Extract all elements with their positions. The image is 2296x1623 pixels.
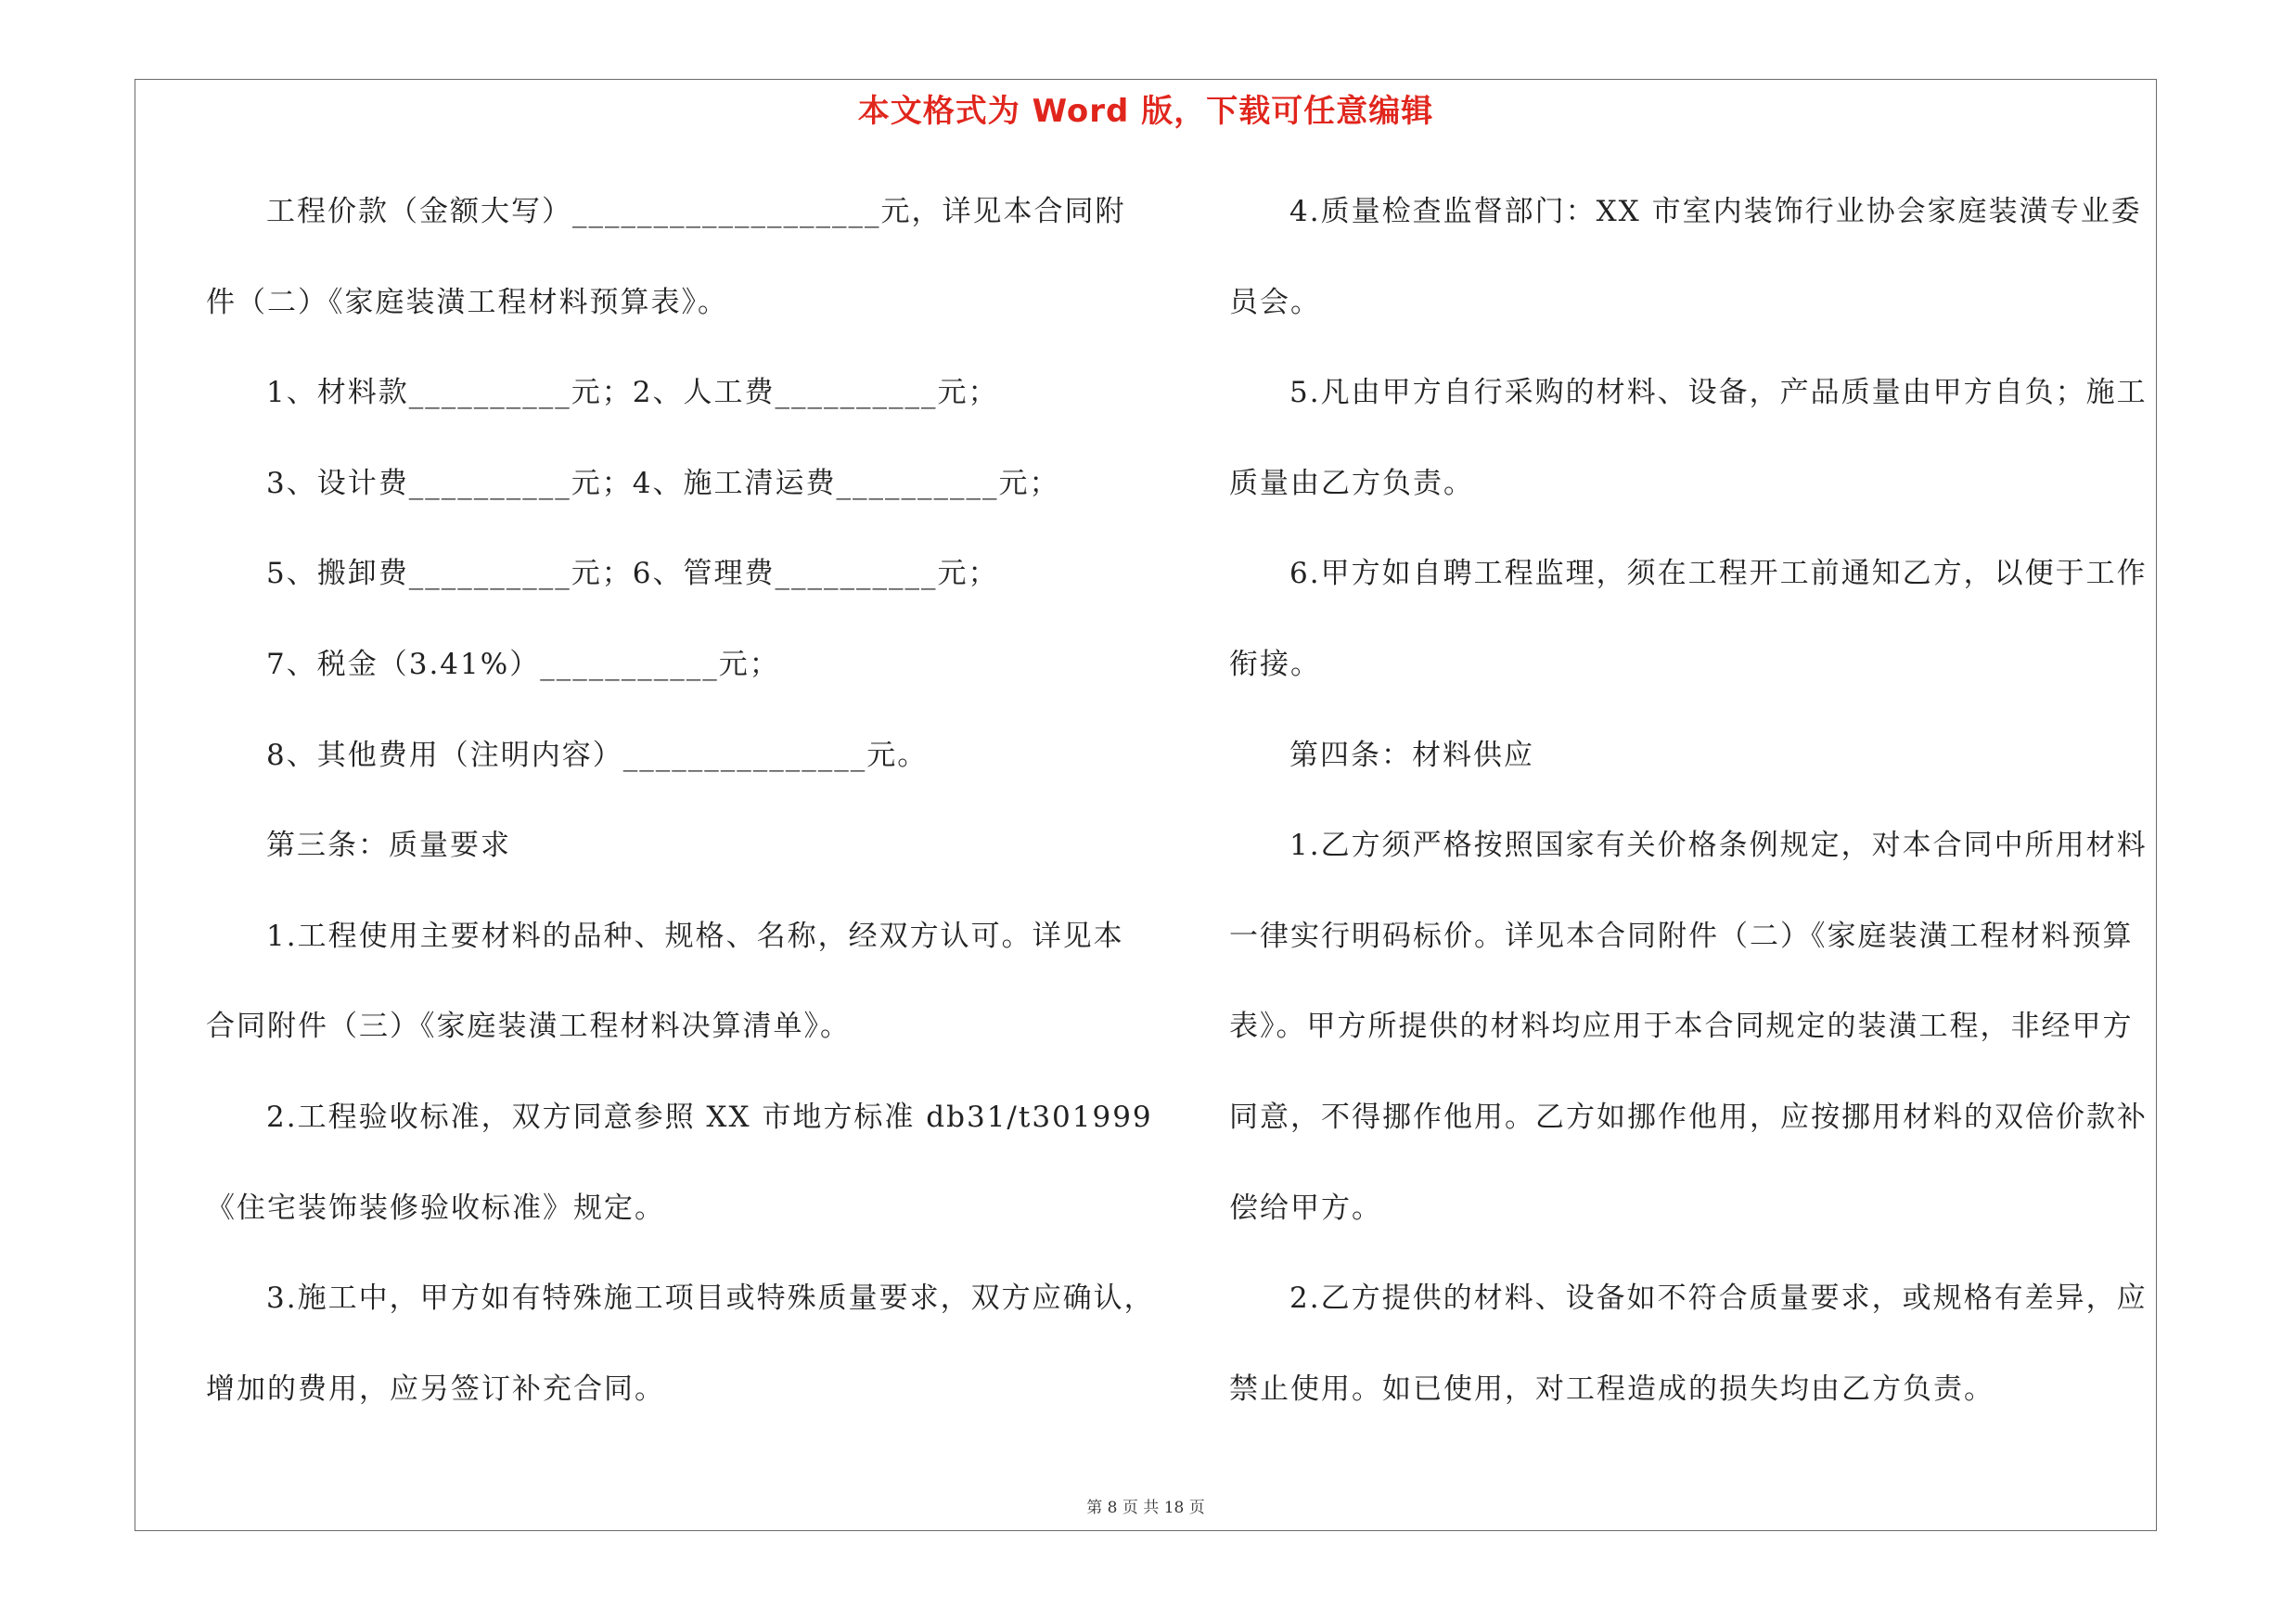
right-paragraph-line: 质量由乙方负责。 bbox=[1229, 466, 1474, 500]
left-paragraph-line: 1.工程使用主要材料的品种、规格、名称，经双方认可。详见本 bbox=[266, 919, 1124, 953]
left-paragraph-line: 7、税金（3.41%）___________元； bbox=[266, 647, 780, 681]
right-paragraph-line: 6.甲方如自聘工程监理，须在工程开工前通知乙方，以便于工作 bbox=[1289, 557, 2148, 591]
left-paragraph-line: 件（二）《家庭装潢工程材料预算表》。 bbox=[206, 285, 728, 319]
left-paragraph-line: 1、材料款__________元；2、人工费__________元； bbox=[266, 376, 999, 410]
left-column bbox=[206, 186, 1155, 1453]
right-paragraph-line: 1.乙方须严格按照国家有关价格条例规定，对本合同中所用材料 bbox=[1289, 829, 2148, 863]
right-paragraph-line: 5.凡由甲方自行采购的材料、设备，产品质量由甲方自负；施工 bbox=[1289, 376, 2148, 410]
left-paragraph-line: 增加的费用，应另签订补充合同。 bbox=[206, 1372, 665, 1406]
left-paragraph-line: 3、设计费__________元；4、施工清运费__________元； bbox=[266, 466, 1060, 500]
left-paragraph-line: 8、其他费用（注明内容）_______________元。 bbox=[266, 738, 929, 772]
section-heading: 第四条：材料供应 bbox=[1289, 738, 1534, 772]
page-footer: 第 8 页 共 18 页 bbox=[1086, 1499, 1205, 1517]
left-paragraph-line: 合同附件（三）《家庭装潢工程材料决算清单》。 bbox=[206, 1010, 851, 1044]
left-paragraph-line: 3.施工中，甲方如有特殊施工项目或特殊质量要求，双方应确认， bbox=[266, 1282, 1155, 1316]
section-heading: 第三条：质量要求 bbox=[266, 829, 511, 863]
left-paragraph-line: 2.工程验收标准，双方同意参照 XX 市地方标准 db31/t301999 bbox=[266, 1100, 1153, 1134]
left-paragraph-line: 5、搬卸费__________元；6、管理费__________元； bbox=[266, 557, 999, 591]
right-paragraph-line: 2.乙方提供的材料、设备如不符合质量要求，或规格有差异，应 bbox=[1289, 1282, 2148, 1316]
right-paragraph-line: 表》。甲方所提供的材料均应用于本合同规定的装潢工程，非经甲方 bbox=[1229, 1010, 2134, 1044]
right-column bbox=[1229, 186, 2148, 1453]
right-paragraph-line: 员会。 bbox=[1229, 285, 1321, 319]
right-paragraph-line: 禁止使用。如已使用，对工程造成的损失均由乙方负责。 bbox=[1229, 1372, 1995, 1406]
left-paragraph-line: 《住宅装饰装修验收标准》规定。 bbox=[206, 1191, 665, 1225]
right-paragraph-line: 一律实行明码标价。详见本合同附件（二）《家庭装潢工程材料预算 bbox=[1229, 919, 2134, 953]
right-paragraph-line: 4.质量检查监督部门：XX 市室内装饰行业协会家庭装潢专业委 bbox=[1289, 195, 2142, 228]
right-paragraph-line: 偿给甲方。 bbox=[1229, 1191, 1382, 1225]
right-paragraph-line: 同意，不得挪作他用。乙方如挪作他用，应按挪用材料的双倍价款补 bbox=[1229, 1100, 2148, 1134]
document-header: 本文格式为 Word 版，下载可任意编辑 bbox=[857, 93, 1434, 130]
right-paragraph-line: 衔接。 bbox=[1229, 647, 1321, 681]
left-paragraph-line: 工程价款（金额大写）___________________元，详见本合同附 bbox=[266, 195, 1126, 228]
